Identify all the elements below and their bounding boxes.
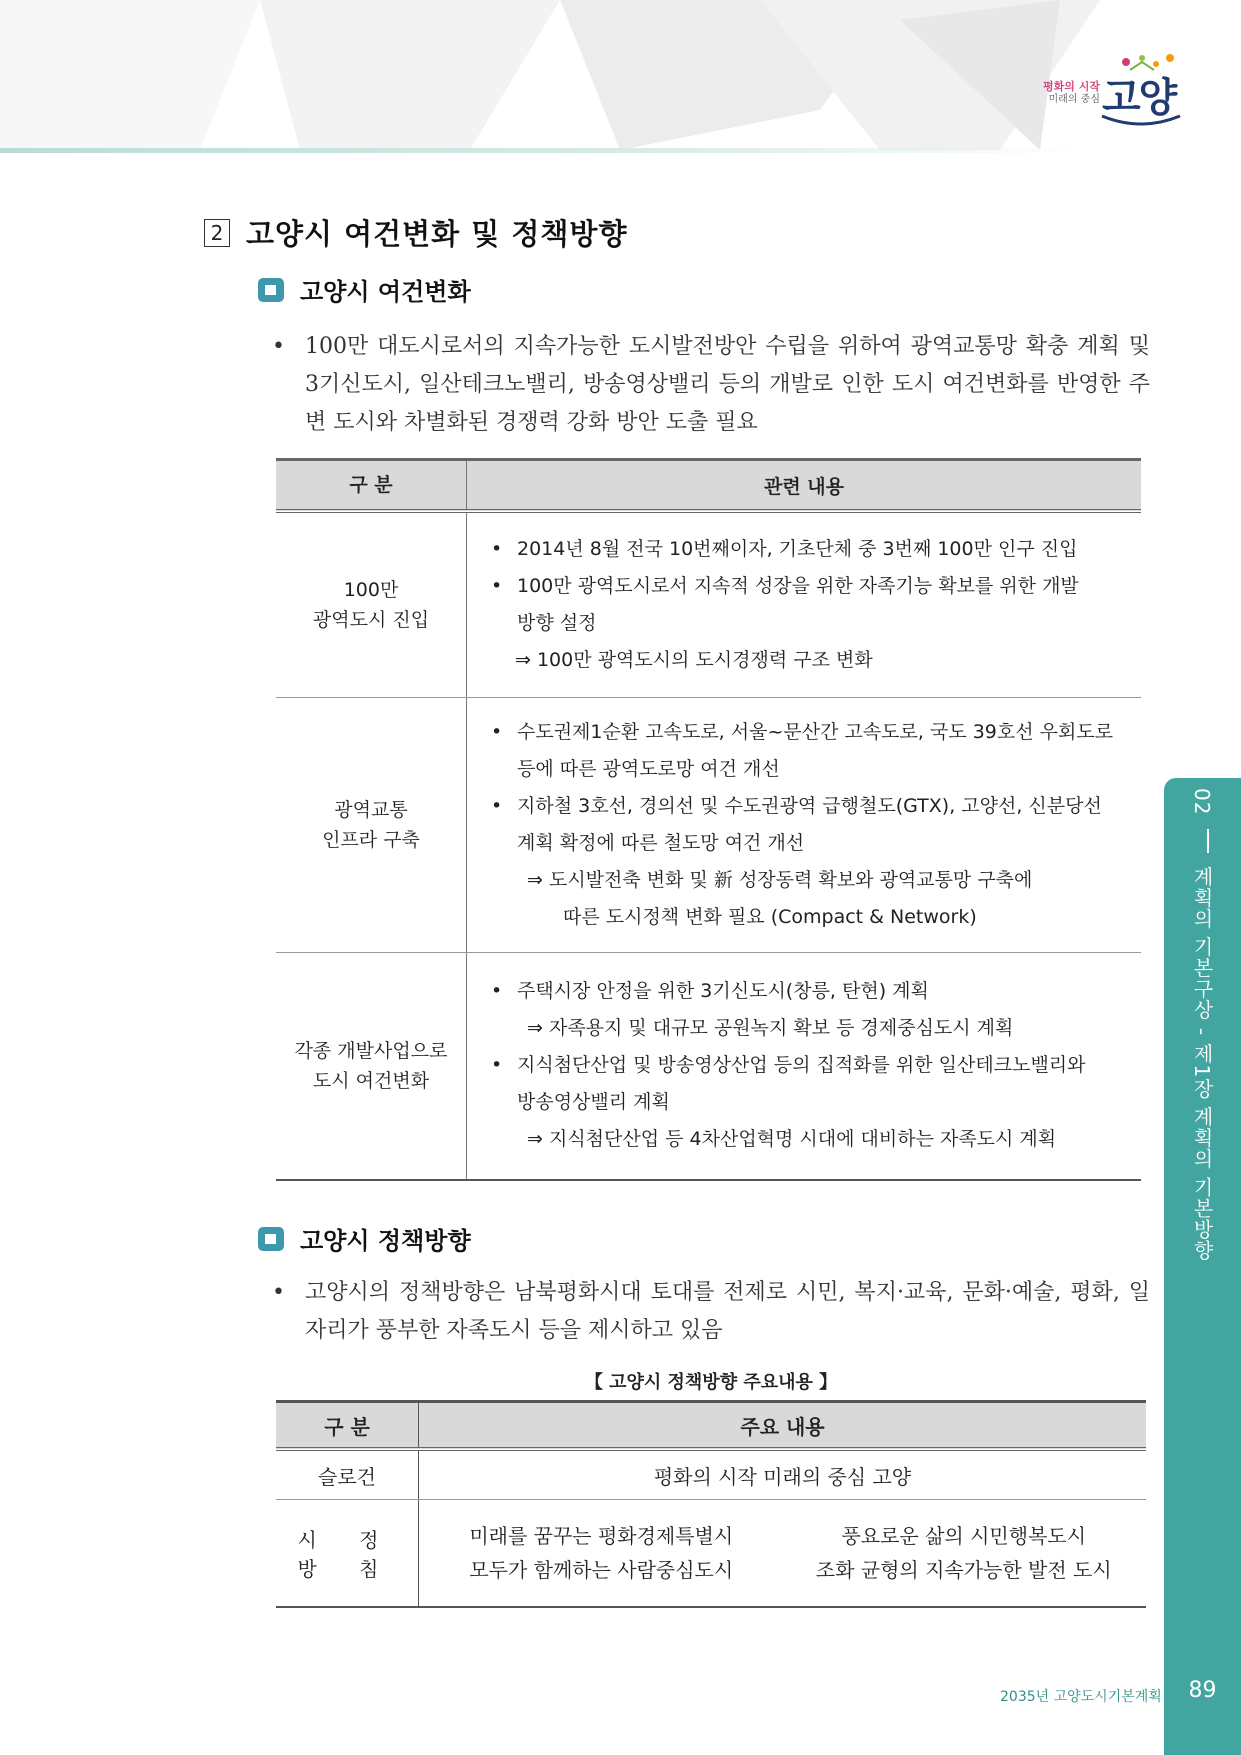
section-title: 고양시 여건변화 및 정책방향 — [246, 217, 628, 251]
bullet-icon: • — [272, 334, 285, 359]
row-label-line: 광역도시 진입 — [312, 608, 430, 631]
vision-item: 미래를 꿈꾸는 평화경제특별시 — [469, 1524, 734, 1548]
vision-label — [276, 1500, 419, 1608]
list-item: • 주택시장 안정을 위한 3기신도시(창릉, 탄현) 계획 — [491, 980, 929, 1003]
list-item: • 수도권제1순환 고속도로, 서울~문산간 고속도로, 국도 39호선 우회도로 — [491, 720, 1114, 743]
goyang-city-logo — [1030, 52, 1180, 132]
list-item: • 지식첨단산업 및 방송영상산업 등의 집적화를 위한 일산테크노밸리와 — [491, 1054, 1086, 1077]
result-arrow-text: ⇒ 도시발전축 변화 및 新 성장동력 확보와 광역교통망 구축에 — [527, 868, 1033, 891]
table-row — [276, 952, 1141, 1180]
row-label-line: 100만 — [343, 578, 399, 601]
document-title-footer: 2035년 고양도시기본계획 — [1000, 1689, 1162, 1705]
slogan-label: 슬로건 — [276, 1449, 419, 1500]
table-row — [276, 697, 1141, 952]
square-bullet-icon — [258, 278, 284, 302]
column-header-category: 구 분 — [276, 1402, 419, 1450]
chapter-separator — [1207, 829, 1209, 853]
paragraph-text: 고양시의 정책방향은 남북평화시대 토대를 전제로 시민, 복지·교육, 문화·예술, 평화, 일자리가 풍부한 자족도시 등을 제시하고 있음 — [305, 1280, 1150, 1343]
table-header-row — [276, 1402, 1146, 1450]
result-arrow-text: ⇒ 지식첨단산업 등 4차산업혁명 시대에 대비하는 자족도시 계획 — [527, 1128, 1057, 1151]
conditions-paragraph — [272, 328, 1150, 442]
subsection-title: 고양시 여건변화 — [300, 278, 471, 306]
subsection-heading-conditions — [258, 272, 471, 307]
table-caption: 【 고양시 정책방향 주요내용 】 — [584, 1372, 838, 1393]
row-label-line: 인프라 구축 — [322, 828, 420, 851]
chapter-number: 02 — [1190, 788, 1214, 816]
page-number: 89 — [1188, 1678, 1217, 1703]
square-bullet-icon — [258, 1227, 284, 1251]
row-label-line: 광역교통 — [334, 798, 408, 821]
logo-slogan-line2: 미래의 중심 — [1048, 94, 1100, 105]
table-row — [276, 511, 1141, 697]
list-item: • 2014년 8월 전국 10번째이자, 기초단체 중 3번째 100만 인구 진입 — [491, 537, 1078, 560]
row-label-line: 각종 개발사업으로 — [294, 1039, 448, 1062]
bullet-icon: • — [272, 1280, 285, 1305]
column-header-category: 구 분 — [276, 460, 467, 512]
row-label — [276, 697, 467, 952]
header-accent-line — [0, 148, 1080, 153]
list-item-continuation: 등에 따른 광역도로망 여건 개선 — [517, 757, 780, 780]
list-item-continuation: 방송영상밸리 계획 — [517, 1091, 670, 1114]
vision-content — [419, 1500, 1147, 1608]
column-header-content: 관련 내용 — [467, 460, 1142, 512]
chapter-label — [1188, 788, 1217, 1261]
row-label — [276, 511, 467, 697]
conditions-table — [276, 458, 1141, 1181]
paragraph-text: 100만 대도시로서의 지속가능한 도시발전방안 수립을 위하여 광역교통망 확충 계획 및 3기신도시, 일산테크노밸리, 방송영상밸리 등의 개발로 인한 도시 여건변화를 반영한 주변 도시와 차별화된 경쟁력 강화 방안 도출 필요 — [305, 334, 1150, 435]
section-heading — [204, 212, 627, 253]
result-arrow-text: ⇒ 100만 광역도시의 도시경쟁력 구조 변화 — [515, 648, 873, 671]
result-arrow-text: ⇒ 자족용지 및 대규모 공원녹지 확보 등 경제중심도시 계획 — [527, 1017, 1014, 1040]
row-content — [467, 511, 1142, 697]
row-label-line: 도시 여건변화 — [312, 1069, 430, 1092]
table-header-row — [276, 460, 1141, 512]
vision-item: 풍요로운 삶의 시민행복도시 — [841, 1524, 1087, 1548]
vision-item: 모두가 함께하는 사람중심도시 — [469, 1558, 734, 1582]
list-item-continuation: 계획 확정에 따른 철도망 여건 개선 — [517, 831, 805, 854]
logo-slogan — [1030, 80, 1100, 106]
list-item: • 100만 광역도시로서 지속적 성장을 위한 자족기능 확보를 위한 개발 — [491, 574, 1079, 597]
list-item-continuation: 방향 설정 — [517, 611, 597, 634]
policy-table — [276, 1400, 1146, 1608]
logo-name: 고양 — [1102, 75, 1176, 121]
chapter-title: 계획의 기본구상 - 제1장 계획의 기본방향 — [1190, 866, 1214, 1261]
row-content — [467, 952, 1142, 1180]
policy-paragraph — [272, 1274, 1150, 1350]
result-arrow-text-continuation: 따른 도시정책 변화 필요 (Compact & Network) — [563, 905, 977, 928]
table-row — [276, 1449, 1146, 1500]
vision-label-line: 시 정 — [297, 1528, 397, 1552]
table-row — [276, 1500, 1146, 1608]
chapter-side-tab — [1164, 778, 1241, 1755]
row-label — [276, 952, 467, 1180]
vision-label-line: 방 침 — [297, 1557, 397, 1581]
subsection-title: 고양시 정책방향 — [300, 1227, 471, 1255]
column-header-content: 주요 내용 — [419, 1402, 1147, 1450]
logo-arc-icon — [1100, 112, 1182, 128]
vision-item: 조화 균형의 지속가능한 발전 도시 — [815, 1558, 1112, 1582]
row-content — [467, 697, 1142, 952]
slogan-value: 평화의 시작 미래의 중심 고양 — [419, 1449, 1147, 1500]
subsection-heading-policy — [258, 1221, 471, 1256]
list-item: • 지하철 3호선, 경의선 및 수도권광역 급행철도(GTX), 고양선, 신분당선 — [491, 794, 1102, 817]
logo-slogan-line1: 평화의 시작 — [1043, 80, 1100, 93]
section-number: 2 — [204, 219, 230, 247]
